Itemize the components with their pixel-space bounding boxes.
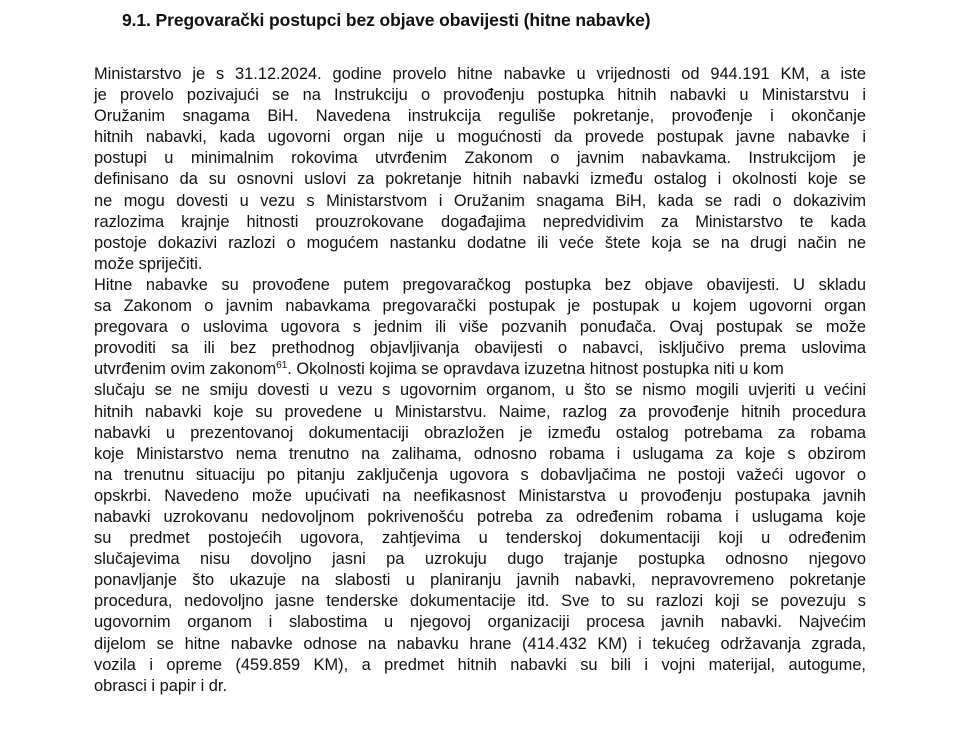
- text-line: obrasci i papir i dr.: [94, 676, 228, 695]
- section-title: 9.1. Pregovarački postupci bez objave obavijesti (hitne nabavke): [122, 10, 651, 30]
- text-line: sa Zakonom o javnim nabavkama pregovarački postupak je postupak u kojem ugovorni organ: [94, 297, 866, 316]
- paragraph-2: [94, 275, 866, 697]
- text-line: na trenutnu situaciju po pitanju zaključenja ugovora s dobavljačima ne postoji važeći ugovor o: [94, 465, 866, 484]
- text-line: slučaju se ne smiju dovesti u vezu s ugovornim organom, u što se nismo mogili uvjeriti u većini: [94, 381, 866, 400]
- text-line: procedura, nedovoljno jasne tenderske dokumentacije itd. Sve to su razlozi koji se povezuju s: [94, 592, 866, 611]
- text-line: može spriječiti.: [94, 254, 203, 273]
- footnote-ref[interactable]: 61: [276, 360, 288, 372]
- text-line: Oružanim snagama BiH. Navedena instrukcija reguliše pokretanje, provođenje i okončanje: [94, 107, 866, 126]
- text-line: hitnih nabavki koje su provedene u Ministarstvu. Naime, razlog za provođenje hitnih procedura: [94, 402, 866, 421]
- document-body: [94, 64, 866, 697]
- text-fragment: utvrđenim ovim zakonom: [94, 360, 277, 379]
- text-fragment: . Okolnosti kojima se opravdava izuzetna hitnost postupka niti u kom: [287, 360, 784, 379]
- text-line: nabavki u prezentovanoj dokumentaciji obrazložen je između ostalog potrebama za robama: [94, 423, 866, 442]
- text-line: Ministarstvo je s 31.12.2024. godine provelo hitne nabavke u vrijednosti od 944.191 KM, a iste: [94, 65, 866, 83]
- text-line: provoditi sa ili bez prethodnog objavljivanja obavijesti o nabavci, isključivo prema uslovima: [94, 339, 866, 358]
- text-line: dijelom se hitne nabavke odnose na nabavku hrane (414.432 KM) i tekućeg održavanja zgrada,: [94, 634, 866, 653]
- text-line: koje Ministarstvo nema trenutno na zalihama, odnosno robama i uslugama za koje s obzirom: [94, 444, 866, 463]
- text-line: je provelo pozivajući se na Instrukciju o provođenju postupka hitnih nabavki u Ministarstvu i: [94, 86, 866, 105]
- text-line: vozila i opreme (459.859 KM), a predmet hitnih nabavki su bili i vojni materijal, autogume,: [94, 655, 866, 674]
- text-line: opskrbi. Navedeno može upućivati na neefikasnost Ministarstva u provođenju postupaka javnih: [94, 486, 866, 505]
- text-line: su predmet postojećih ugovora, zahtjevima u tenderskoj dokumentaciji koji u određenim: [94, 529, 866, 548]
- text-line: pregovara o uslovima ugovora s jednim ili više pozvanih ponuđača. Ovaj postupak se može: [94, 318, 866, 337]
- text-line: nabavki uzrokovanu nedovoljnom pokrivenošću potreba za određenim robama i uslugama koje: [94, 507, 866, 526]
- text-line: postoje dokazivi razlozi o mogućem nastanku dodatne ili veće štete koja se na drugi način ne: [94, 233, 866, 252]
- text-line-with-footnote: [94, 359, 866, 380]
- text-line: hitnih nabavki, kada ugovorni organ nije u mogućnosti da provede postupak javne nabavke i: [94, 128, 866, 147]
- text-line: postupi u minimalnim rokovima utvrđenim Zakonom o javnim nabavkama. Instrukcijom je: [94, 149, 866, 168]
- text-line: ponavljanje što ukazuje na slabosti u planiranju javnih nabavki, nepravovremeno pokretanje: [94, 571, 866, 590]
- text-line: ugovornim organom i slabostima u njegovoj organizaciji procesa javnih nabavki. Najvećim: [94, 613, 866, 632]
- text-line: razlozima krajnje hitnosti prouzrokovane događajima nepredvidivim za Ministarstvo te kada: [94, 212, 866, 231]
- text-line: slučajevima nisu dovoljno jasni pa uzrokuju dugo trajanje postupka odnosno njegovo: [94, 550, 866, 569]
- text-line: Hitne nabavke su provođene putem pregovaračkog postupka bez objave obavijesti. U skladu: [94, 275, 866, 294]
- paragraph-1: [94, 64, 866, 275]
- text-line: definisano da su osnovni uslovi za pokretanje hitnih nabavki između ostalog i okolnosti koje se: [94, 170, 866, 189]
- text-line: ne mogu dovesti u vezu s Ministarstvom i Oružanim snagama BiH, kada se radi o dokazivim: [94, 191, 866, 210]
